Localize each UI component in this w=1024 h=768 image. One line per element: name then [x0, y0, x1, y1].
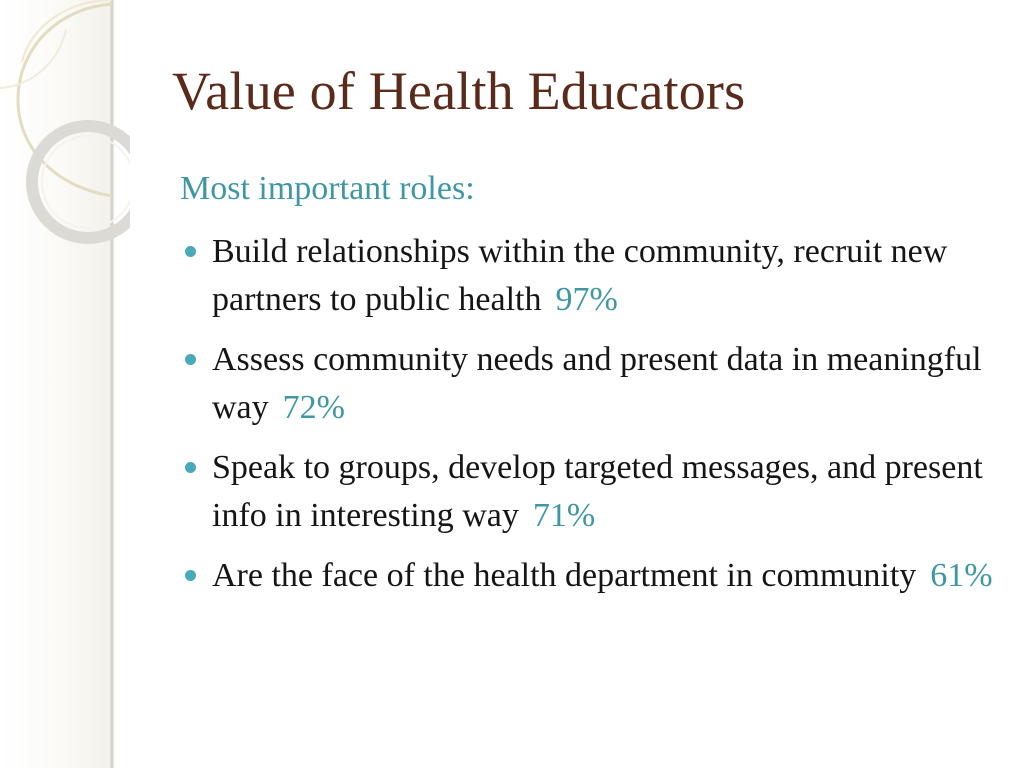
- bullet-text: Speak to groups, develop targeted messages, and present info in interesting way: [212, 449, 983, 534]
- bullet-dot-icon: [185, 462, 196, 473]
- bullet-percent: 97%: [555, 281, 618, 318]
- bullet-text: Build relationships within the community, recruit new partners to public health: [212, 233, 948, 318]
- subheading: Most important roles:: [180, 170, 475, 207]
- bullet-percent: 61%: [930, 557, 993, 594]
- bullet-text: Assess community needs and present data in meaningful way: [212, 341, 982, 426]
- bullet-item: [182, 336, 1002, 432]
- bullet-item: [182, 228, 1002, 324]
- bullet-list: [182, 228, 1002, 612]
- bullet-item: [182, 444, 1002, 540]
- slide-title: Value of Health Educators: [172, 61, 746, 121]
- bullet-percent: 71%: [532, 497, 596, 534]
- decorative-rings: [0, 0, 130, 260]
- bullet-dot-icon: [185, 246, 196, 257]
- bullet-dot-icon: [185, 354, 196, 365]
- bullet-text: Are the face of the health department in community: [212, 557, 917, 594]
- bullet-dot-icon: [185, 570, 196, 581]
- bullet-percent: 72%: [282, 389, 345, 426]
- bullet-item: [182, 552, 1002, 600]
